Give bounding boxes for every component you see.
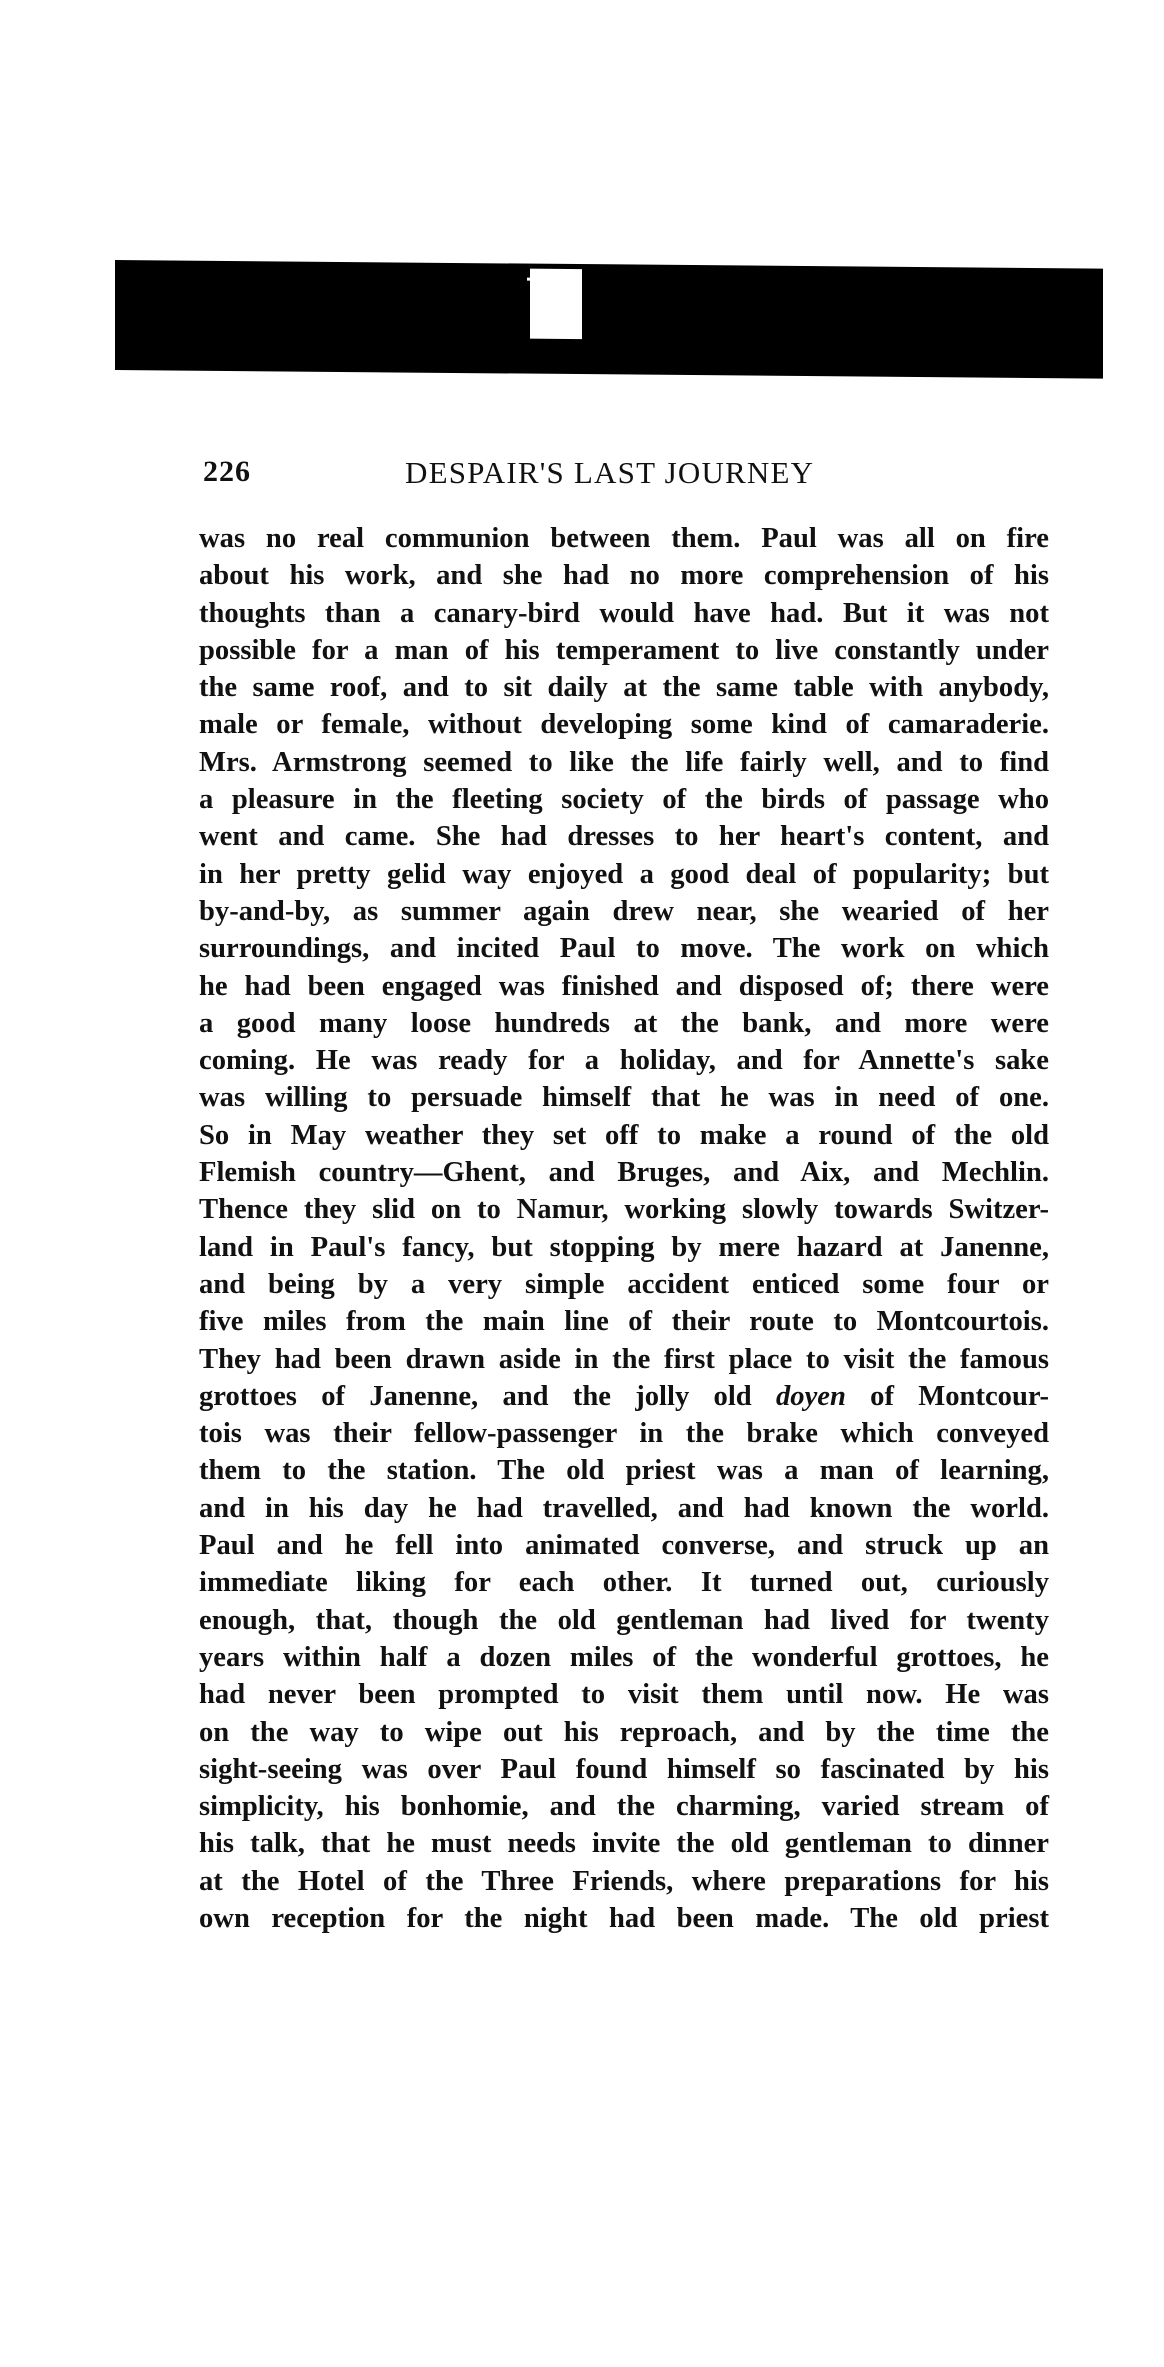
text-line: Paul and he fell into animated converse, and struck up an: [199, 1530, 1049, 1562]
text-line: on the way to wipe out his reproach, and by the time the: [199, 1716, 1049, 1748]
text-line: Mrs. Armstrong seemed to like the life fairly well, and to find: [199, 746, 1049, 778]
running-title: DESPAIR'S LAST JOURNEY: [405, 455, 815, 490]
text-line: them to the station. The old priest was a man of learning,: [199, 1455, 1049, 1487]
text-line: surroundings, and incited Paul to move. The work on which: [199, 933, 1049, 965]
page-number: 226: [203, 455, 251, 488]
text-line: immediate liking for each other. It turned out, curiously: [199, 1567, 1049, 1599]
text-line: the same roof, and to sit daily at the same table with anybody,: [199, 672, 1049, 704]
text-line: was willing to persuade himself that he was in need of one.: [199, 1082, 1049, 1114]
text-line: enough, that, though the old gentleman had lived for twenty: [199, 1604, 1049, 1636]
running-head: [203, 455, 1043, 495]
text-line: They had been drawn aside in the first place to visit the famous: [199, 1343, 1049, 1375]
text-line: coming. He was ready for a holiday, and for Annette's sake: [199, 1045, 1049, 1077]
text-line: thoughts than a canary-bird would have had. But it was not: [199, 597, 1049, 629]
text-line: a pleasure in the fleeting society of the birds of passage who: [199, 784, 1049, 816]
text-line: own reception for the night had been made. The old priest: [199, 1902, 1049, 1934]
text-line: at the Hotel of the Three Friends, where preparations for his: [199, 1865, 1049, 1897]
text-line: and in his day he had travelled, and had known the world.: [199, 1492, 1049, 1524]
text-line: So in May weather they set off to make a round of the old: [199, 1119, 1049, 1151]
text-line: sight-seeing was over Paul found himself so fascinated by his: [199, 1753, 1049, 1785]
text-line: had never been prompted to visit them until now. He was: [199, 1679, 1049, 1711]
text-line: grottoes of Janenne, and the jolly old doyen of Montcour-: [199, 1380, 1050, 1412]
text-line: years within half a dozen miles of the wonderful grottoes, he: [199, 1641, 1049, 1673]
text-line: he had been engaged was finished and disposed of; there were: [199, 970, 1049, 1002]
scan-black-band: [115, 260, 1103, 379]
text-line: simplicity, his bonhomie, and the charming, varied stream of: [199, 1791, 1049, 1823]
text-line: about his work, and she had no more comprehension of his: [199, 560, 1049, 592]
text-line: was no real communion between them. Paul was all on fire: [199, 523, 1049, 554]
text-line: by-and-by, as summer again drew near, she wearied of her: [199, 895, 1049, 927]
text-line: his talk, that he must needs invite the old gentleman to dinner: [199, 1828, 1049, 1860]
text-line: land in Paul's fancy, but stopping by mere hazard at Janenne,: [199, 1231, 1049, 1263]
text-line: and being by a very simple accident enticed some four or: [199, 1268, 1049, 1300]
text-line: Flemish country—Ghent, and Bruges, and Aix, and Mechlin.: [199, 1157, 1049, 1189]
text-line: a good many loose hundreds at the bank, and more were: [199, 1007, 1049, 1039]
text-line: tois was their fellow-passenger in the brake which conveyed: [199, 1418, 1049, 1450]
text-line: in her pretty gelid way enjoyed a good deal of popularity; but: [199, 858, 1049, 890]
text-line: five miles from the main line of their route to Montcourtois.: [199, 1306, 1049, 1338]
scan-speck: [527, 278, 530, 281]
scan-notch: [530, 269, 582, 339]
text-line: Thence they slid on to Namur, working slowly towards Switzer-: [199, 1194, 1049, 1226]
italic-word: doyen: [775, 1380, 846, 1412]
text-line: went and came. She had dresses to her heart's content, and: [199, 821, 1049, 853]
text-line: male or female, without developing some kind of camaraderie.: [199, 709, 1049, 741]
text-line: possible for a man of his temperament to live constantly under: [199, 634, 1049, 666]
body-text: [199, 520, 1049, 1937]
